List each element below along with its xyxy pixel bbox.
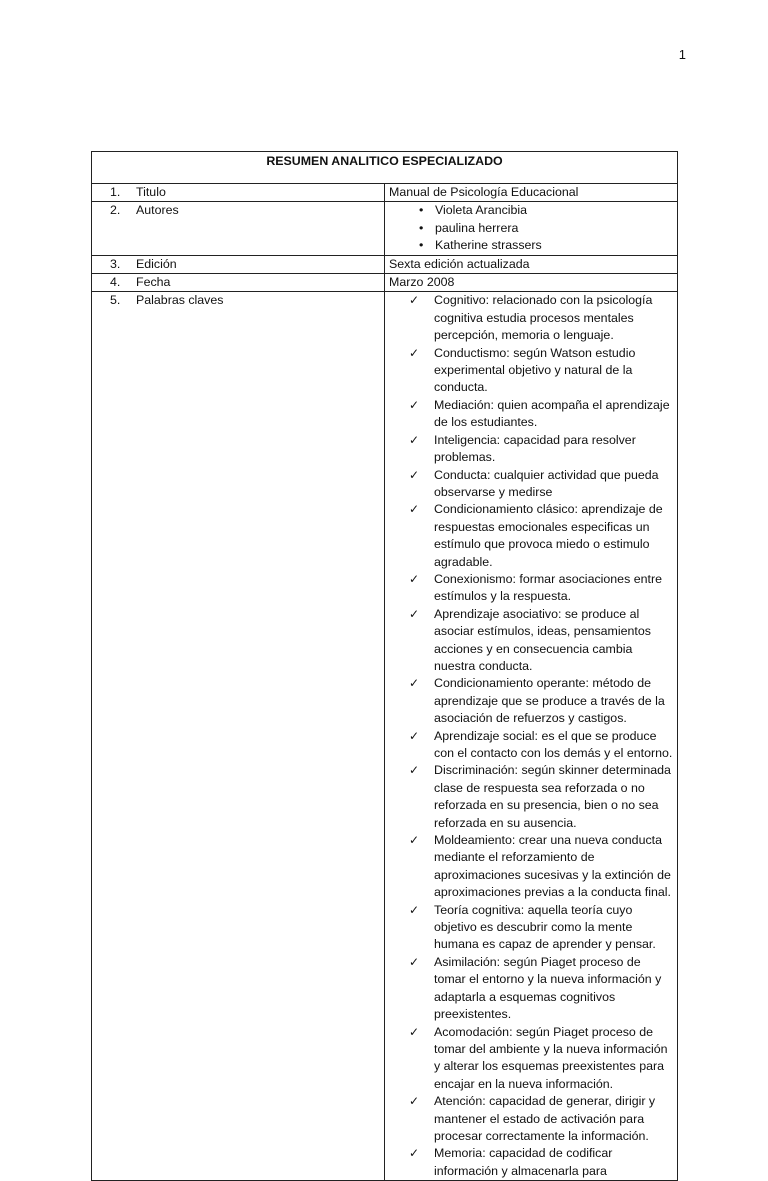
list-item: ✓ Conductismo: según Watson estudio experimental objetivo y natural de la conducta.	[409, 345, 636, 395]
row-label: Titulo	[136, 185, 166, 199]
label-cell	[92, 255, 385, 273]
check-mark-icon: ✓	[409, 1094, 420, 1109]
row-number: 4.	[110, 275, 121, 290]
check-mark-icon: ✓	[409, 676, 420, 691]
table-row-autores	[92, 202, 678, 255]
label-cell	[92, 292, 385, 1181]
value-cell: Marzo 2008	[385, 274, 678, 292]
check-mark-icon: ✓	[409, 954, 420, 969]
keyword-list	[389, 292, 673, 1180]
list-item: ✓ Condicionamiento operante: método de aprendizaje que se produce a través de la asociación de refuerzos y castigos.	[409, 676, 665, 726]
check-mark-icon: ✓	[409, 833, 420, 848]
check-mark-icon: ✓	[409, 902, 420, 917]
check-mark-icon: ✓	[409, 1146, 420, 1161]
list-item: ✓ Acomodación: según Piaget proceso de tomar del ambiente y la nueva información y alterar los esquemas preexistentes para encajar en la nueva información.	[409, 1024, 668, 1091]
table-row-palabras-claves	[92, 292, 678, 1181]
rae-table	[91, 151, 678, 1181]
check-mark-icon: ✓	[409, 728, 420, 743]
check-mark-icon: ✓	[409, 1024, 420, 1039]
check-mark-icon: ✓	[409, 432, 420, 447]
list-item: • paulina herrera	[419, 220, 673, 237]
value-cell: Sexta edición actualizada	[385, 255, 678, 273]
check-mark-icon: ✓	[409, 467, 420, 482]
list-item: ✓ Conducta: cualquier actividad que pueda observarse y medirse	[409, 467, 659, 499]
check-mark-icon: ✓	[409, 293, 420, 308]
list-item: ✓ Discriminación: según skinner determinada clase de respuesta sea reforzada o no reforzada en su presencia, bien o no sea reforzada en su ausencia.	[409, 763, 671, 830]
table-title-row	[92, 152, 678, 184]
row-label: Palabras claves	[136, 293, 224, 308]
page-number: 1	[678, 47, 686, 62]
table-row-titulo	[92, 184, 678, 202]
list-item: ✓ Moldeamiento: crear una nueva conducta mediante el reforzamiento de aproximaciones sucesivas y la extinción de aproximaciones previas a la conducta final.	[409, 833, 671, 900]
table-row-fecha	[92, 274, 678, 292]
value-cell: Manual de Psicología Educacional	[385, 184, 678, 202]
list-item: ✓ Memoria: capacidad de codificar información y almacenarla para	[409, 1146, 613, 1178]
row-number: 2.	[110, 203, 121, 218]
list-item: ✓ Asimilación: según Piaget proceso de tomar el entorno y la nueva información y adaptarla a esquemas cognitivos preexistentes.	[409, 954, 662, 1022]
row-number: 1.	[110, 185, 121, 199]
list-item: ✓ Conexionismo: formar asociaciones entre estímulos y la respuesta.	[409, 571, 662, 604]
list-item: ✓ Inteligencia: capacidad para resolver problemas.	[409, 432, 636, 465]
list-item: • Katherine strassers	[419, 237, 673, 254]
table-row-edicion	[92, 255, 678, 273]
list-item: ✓ Aprendizaje asociativo: se produce al asociar estímulos, ideas, pensamientos acciones y en consecuencia cambia nuestra conducta.	[409, 606, 651, 673]
value-cell	[385, 292, 678, 1181]
list-item: ✓ Mediación: quien acompaña el aprendizaje de los estudiantes.	[409, 397, 670, 430]
check-mark-icon: ✓	[409, 397, 420, 412]
value-cell	[385, 202, 678, 255]
check-mark-icon: ✓	[409, 502, 420, 517]
author-list	[389, 202, 673, 254]
row-number: 3.	[110, 256, 121, 271]
check-mark-icon: ✓	[409, 571, 420, 586]
list-item: ✓ Teoría cognitiva: aquella teoría cuyo objetivo es descubrir como la mente humana es capaz de aprender y pensar.	[409, 902, 656, 952]
label-cell	[92, 184, 385, 202]
row-label: Edición	[136, 256, 177, 271]
list-item: ✓ Atención: capacidad de generar, dirigir y mantener el estado de activación para procesar correctamente la información.	[409, 1094, 656, 1143]
check-mark-icon: ✓	[409, 606, 420, 621]
row-label: Autores	[136, 203, 179, 218]
row-number: 5.	[110, 293, 121, 308]
check-mark-icon: ✓	[409, 345, 420, 360]
check-mark-icon: ✓	[409, 763, 420, 778]
list-item: ✓ Cognitivo: relacionado con la psicología cognitiva estudia procesos mentales percepción, memoria o lenguaje.	[409, 293, 653, 343]
list-item: ✓ Condicionamiento clásico: aprendizaje de respuestas emocionales especificas un estímulo que provoca miedo o estimulo agradable.	[409, 502, 663, 569]
table-title: RESUMEN ANALITICO ESPECIALIZADO	[92, 152, 678, 184]
row-label: Fecha	[136, 275, 171, 290]
list-item: • Violeta Arancibia	[419, 202, 673, 219]
label-cell	[92, 202, 385, 255]
list-item: ✓ Aprendizaje social: es el que se produce con el contacto con los demás y el entorno.	[409, 728, 673, 760]
label-cell	[92, 274, 385, 292]
